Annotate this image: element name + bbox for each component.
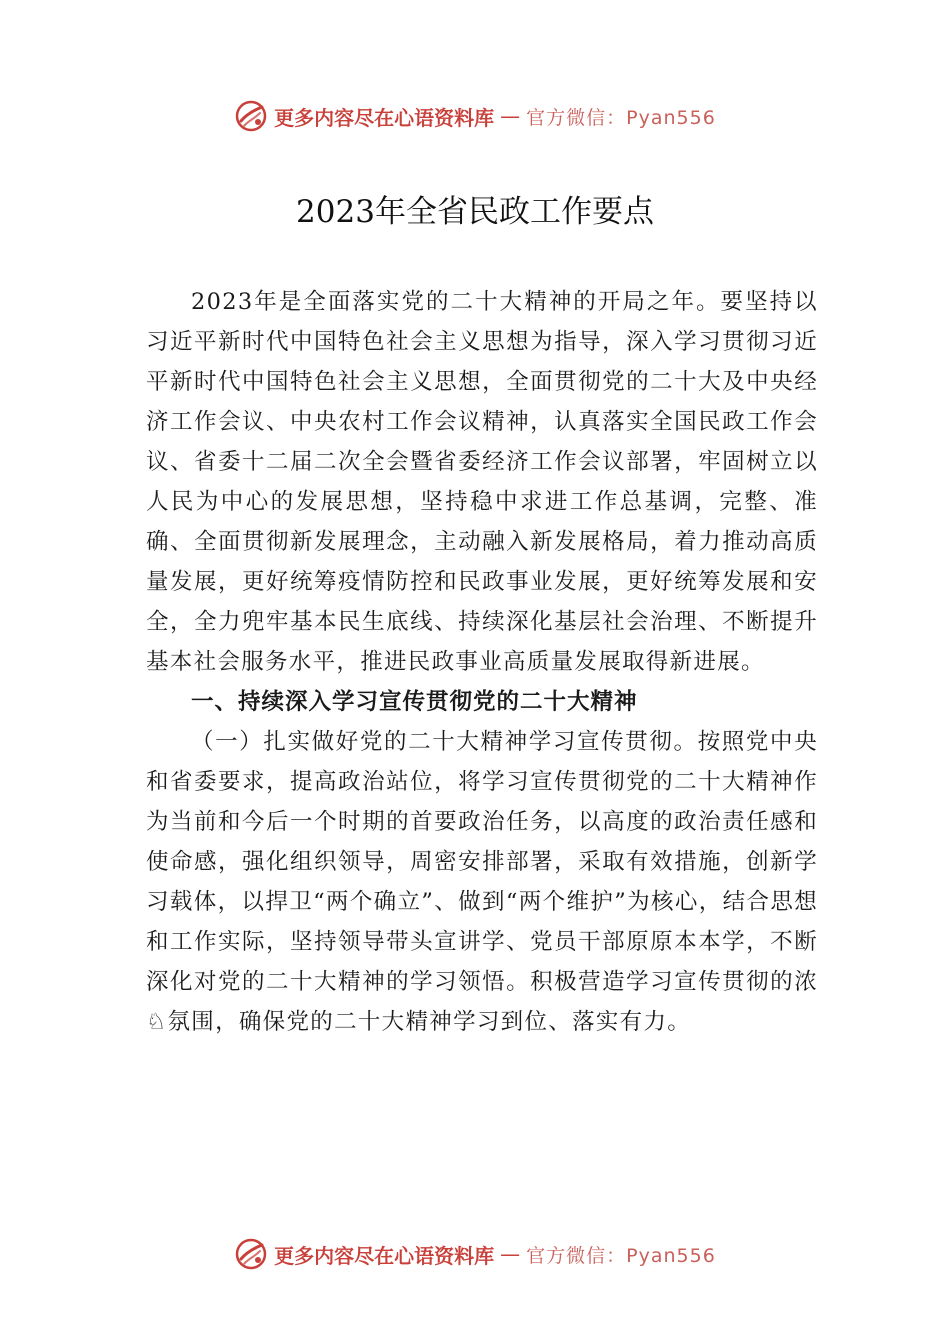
header-watermark — [0, 96, 950, 136]
footer-watermark — [0, 1234, 950, 1274]
brush-logo-icon — [234, 99, 268, 133]
section-paragraph: （一）扎实做好党的二十大精神学习宣传贯彻。按照党中央和省委要求，提高政治站位，将学习宣传贯彻党的二十大精神作为当前和今后一个时期的首要政治任务，以高度的政治责任感和使命感，强化组织领导，周密安排部署，采取有效措施，创新学习载体，以捍卫“两个确立”、做到“两个维护”为核心，结合思想和工作实际，坚持领导带头宣讲学、党员干部原原本本学，不断深化对党的二十大精神的学习领悟。积极营造学习宣传贯彻的浓♘氛围，确保党的二十大精神学习到位、落实有力。 — [146, 729, 818, 1035]
watermark-dash: — — [500, 104, 521, 128]
watermark-wechat-text: 官方微信：Pyan556 — [526, 106, 716, 129]
intro-paragraph: 2023年是全面落实党的二十大精神的开局之年。要坚持以习近平新时代中国特色社会主义思想为指导，深入学习贯彻习近平新时代中国特色社会主义思想，全面贯彻党的二十大及中央经济工作会议、中央农村工作会议精神，认真落实全国民政工作会议、省委十二届二次全会暨省委经济工作会议部署，牢固树立以人民为中心的发展思想，坚持稳中求进工作总基调，完整、准确、全面贯彻新发展理念，主动融入新发展格局，着力推动高质量发展，更好统筹疫情防控和民政事业发展，更好统筹发展和安全，全力兜牢基本民生底线、持续深化基层社会治理、不断提升基本社会服务水平，推进民政事业高质量发展取得新进展。 — [146, 289, 818, 675]
document-title: 2023年全省民政工作要点 — [296, 194, 654, 230]
document-body — [146, 282, 818, 1042]
section-heading: 一、持续深入学习宣传贯彻党的二十大精神 — [191, 689, 638, 715]
brush-logo-icon — [234, 1237, 268, 1271]
watermark-wechat-text: 官方微信：Pyan556 — [526, 1244, 716, 1267]
watermark-main-text: 更多内容尽在心语资料库 — [274, 1243, 495, 1268]
watermark-main-text: 更多内容尽在心语资料库 — [274, 105, 495, 130]
watermark-dash: — — [500, 1242, 521, 1266]
